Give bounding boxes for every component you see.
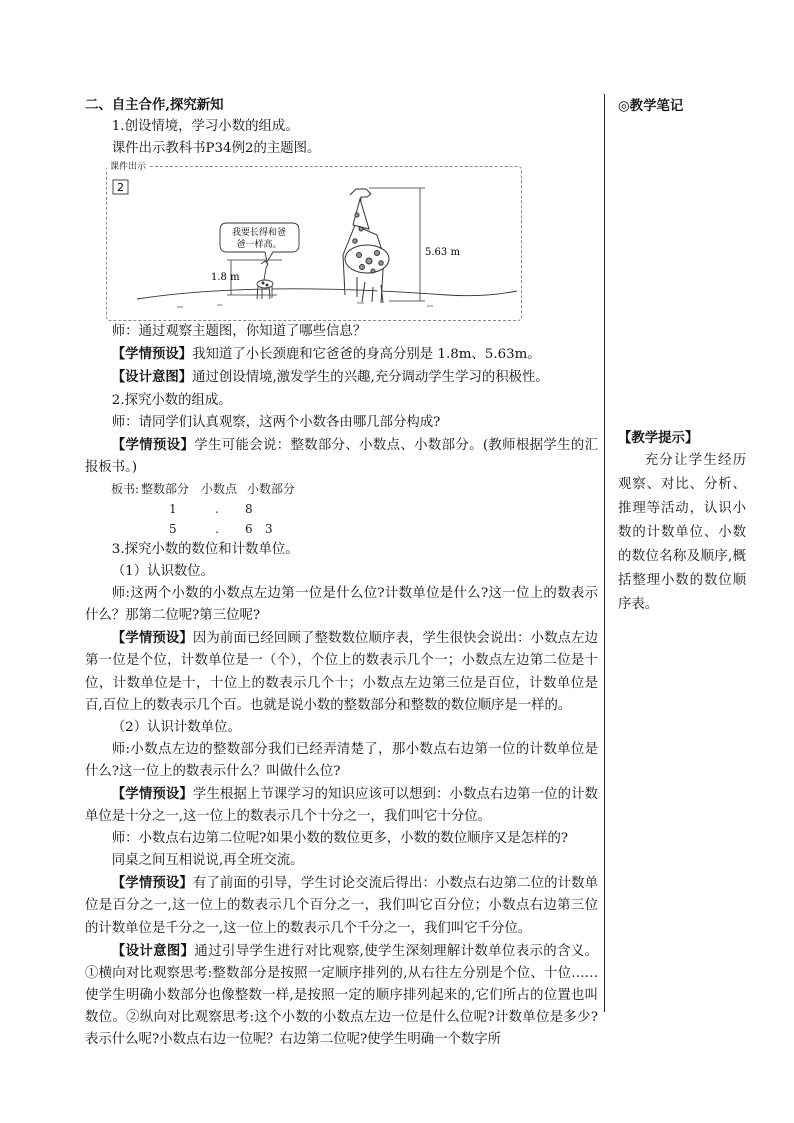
board-header-row	[111, 479, 598, 499]
tag-xueqing: 【学情预设】	[111, 875, 193, 892]
tag-sheji: 【设计意图】	[111, 369, 193, 386]
main-content	[85, 94, 598, 1051]
teaching-tip-title: 【教学提示】	[618, 430, 699, 446]
sheji-1	[85, 366, 598, 389]
speech-line2: 爸一样高。	[236, 240, 282, 251]
xueqing-1	[85, 343, 598, 366]
teacher-q4: 师:小数点左边的整数部分我们已经弄清楚了，那小数点右边第一位的计数单位是什么?这一位上的数表示什么？叫做什么位?	[85, 741, 598, 779]
sub1-title: （1）认识数位。	[111, 564, 215, 580]
baby-giraffe-icon	[257, 261, 273, 299]
pair-discussion: 同桌之间互相说说,再全班交流。	[111, 853, 304, 869]
speech-line1: 我要长得和爸	[231, 228, 287, 239]
teaching-notes-title: ◎教学笔记	[618, 98, 684, 114]
teaching-tip-text: 充分让学生经历观察、对比、分析、推理等活动，认识小数的计数单位、小数的数位名称及顺序,概括整理小数的数位顺序表。	[618, 453, 746, 612]
teacher-q3: 师:这两个小数的小数点左边第一位是什么位?计数单位是什么?这一位上的数表示什么？那第二位呢?第三位呢?	[85, 586, 598, 624]
board-cell: 8	[245, 501, 253, 516]
big-height-label: 5.63 m	[425, 247, 460, 259]
teacher-q1: 师：通过观察主题图，你知道了哪些信息？	[111, 324, 367, 340]
tag-xueqing: 【学情预设】	[111, 785, 193, 802]
item3-title: 3.探究小数的数位和计数单位。	[111, 541, 299, 557]
board-cell: 5	[169, 521, 177, 536]
xueqing-3	[85, 627, 598, 716]
item2-title: 2.探究小数的组成。	[111, 392, 232, 408]
item1-line2: 课件出示教科书P34例2的主题图。	[111, 141, 321, 157]
board-row-1	[111, 499, 598, 519]
tag-xueqing: 【学情预设】	[111, 630, 193, 647]
courseware-label: 课件出示	[107, 161, 149, 173]
tag-xueqing: 【学情预设】	[111, 346, 193, 363]
giraffe-illustration	[107, 167, 521, 320]
sub2-title: （2）认识计数单位。	[111, 719, 241, 735]
big-giraffe-icon	[343, 189, 389, 303]
sheji-2-text: 通过引导学生进行对比观察,使学生深刻理解计数单位表示的含义。①横向对比观察思考:整数部分是按照一定顺序排列的,从右往左分别是个位、十位……使学生明确小数部分也像整数一样,是按照一定的顺序排列起来的,它们所占的位置也叫数位。②纵向对比观察思考:这个小数的小数点左边一位是什么位呢?计数单位是多少?表示什么呢?小数点右边一位呢？右边第二位呢?使学生明确一个数字所	[85, 943, 598, 1047]
tag-sheji: 【设计意图】	[111, 942, 195, 959]
side-notes	[618, 94, 746, 612]
courseware-box	[106, 162, 522, 321]
xueqing-5	[85, 872, 598, 939]
xueqing-5-text: 有了前面的引导，学生讨论交流后得出：小数点右边第二位的计数单位是百分之一,这一位上的数表示几个百分之一，我们叫它百分位；小数点右边第三位的计数单位是千分之一,这一位上的数表示几个千分之一，我们叫它千分位。	[85, 876, 599, 936]
board-cell: 1	[169, 501, 177, 516]
teacher-q5: 师：小数点右边第二位呢?如果小数的数位更多，小数的数位顺序又是怎样的?	[111, 831, 569, 847]
board-cell: .	[215, 501, 219, 516]
column-divider	[604, 94, 605, 1012]
item1-title: 1.创设情境，学习小数的组成。	[111, 119, 299, 135]
teacher-q2: 师：请同学们认真观察，这两个小数各由哪几部分构成?	[111, 414, 441, 430]
sheji-1-text: 通过创设情境,激发学生的兴趣,充分调动学生学习的积极性。	[192, 370, 549, 386]
xueqing-4-text: 学生根据上节课学习的知识应该可以想到：小数点右边第一位的计数单位是十分之一,这一位上的数表示几个十分之一，我们叫它十分位。	[85, 786, 599, 825]
xueqing-2	[85, 434, 598, 479]
board-row-2	[111, 519, 598, 539]
example-number: 2	[117, 181, 124, 195]
board-cell: 3	[265, 521, 273, 536]
xueqing-4	[85, 783, 598, 828]
tag-xueqing: 【学情预设】	[111, 436, 195, 453]
small-height-label: 1.8 m	[211, 272, 240, 284]
xueqing-1-text: 我知道了小长颈鹿和它爸爸的身高分别是 1.8m、5.63m。	[192, 347, 541, 363]
board-header-decimal: 小数部分	[247, 481, 296, 496]
board-prefix: 板书:	[111, 481, 140, 496]
board-header-point: 小数点	[201, 481, 238, 496]
sheji-2	[85, 940, 598, 1051]
board-writing	[111, 479, 598, 539]
board-cell: .	[215, 521, 219, 536]
section-title: 二、自主合作,探究新知	[85, 97, 224, 113]
xueqing-3-text: 因为前面已经回顾了整数数位顺序表，学生很快会说出：小数点左边第一位是个位，计数单位是一（个），个位上的数表示几个一；小数点左边第二位是十位，计数单位是十，十位上的数表示几个十；小数点左边第三位是百位，计数单位是百,百位上的数表示几个百。也就是说小数的整数部分和整数的数位顺序是一样的。	[85, 631, 599, 713]
board-cell: 6	[245, 521, 253, 536]
board-header-integer: 整数部分	[141, 481, 190, 496]
xueqing-2-text: 学生可能会说：整数部分、小数点、小数部分。(教师根据学生的汇报板书。)	[85, 437, 598, 475]
